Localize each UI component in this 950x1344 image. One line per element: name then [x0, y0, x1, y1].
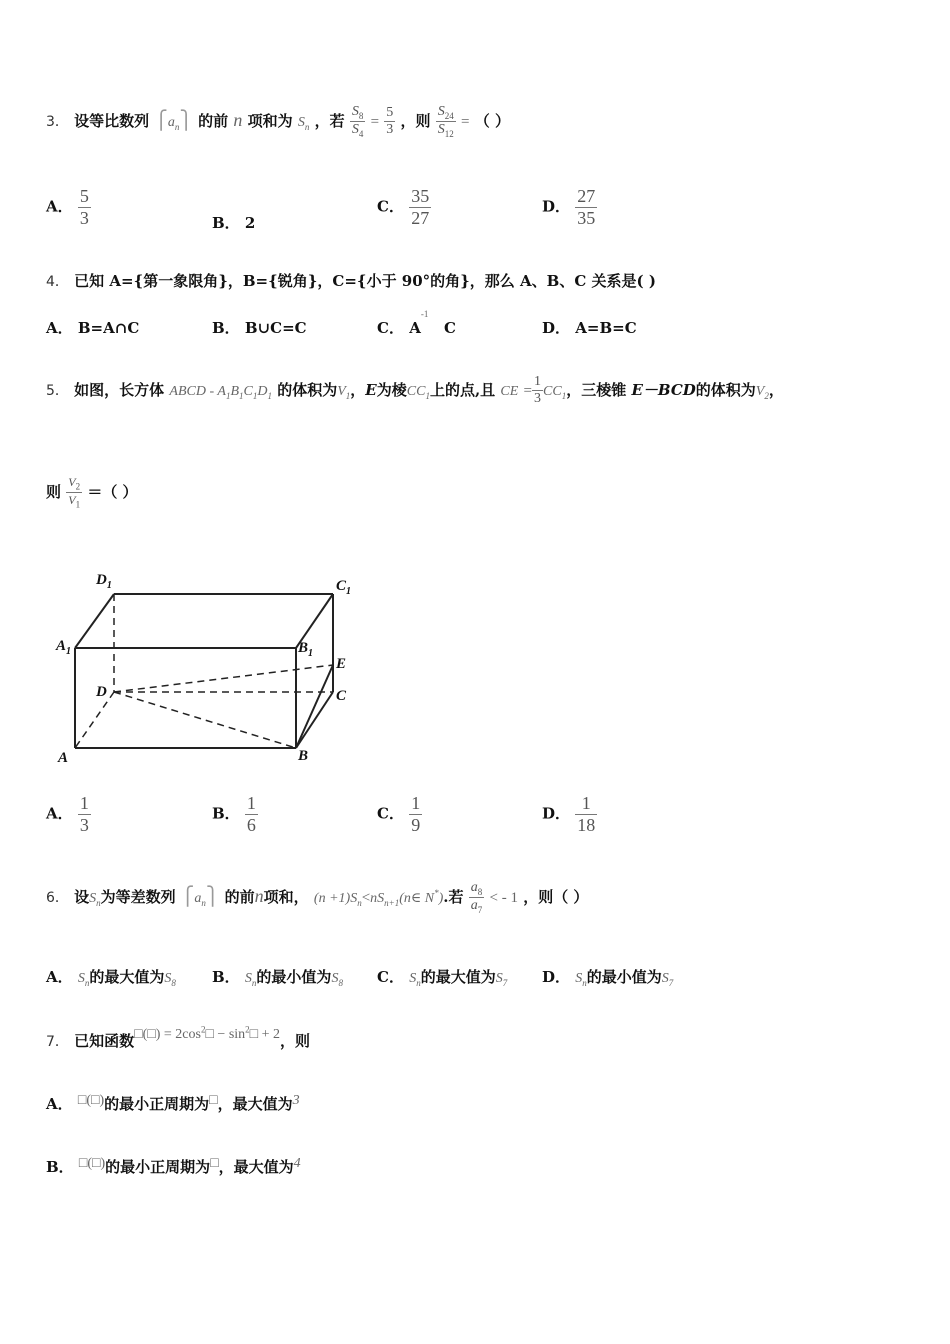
hidden-edge-ad: [75, 692, 114, 748]
edge-a1d1: [75, 594, 114, 648]
q5-option-b[interactable]: B． $\frac{1}{6}$: [212, 793, 256, 835]
edge-bc: [296, 692, 333, 748]
ratio-s24-s12: $\frac{S_{24}}{S_{12}}$: [437, 104, 454, 139]
question-7-stem: 7． 已知函数□(□) = $2\cos^2□$ − $\sin^2□ + 2$，则: [46, 1024, 311, 1050]
q3-option-c[interactable]: C． $\frac{35}{27}$: [377, 186, 430, 228]
q3-option-b[interactable]: B． 2: [212, 214, 256, 232]
hidden-edge-db: [114, 692, 296, 748]
q6-option-a[interactable]: A． $S_n$的最大值为$S_8$: [46, 968, 176, 988]
q6-option-d[interactable]: D． $S_n$的最小值为$S_7$: [542, 968, 674, 988]
q5-option-d[interactable]: D． $\frac{1}{18}$: [542, 793, 596, 835]
q6-option-b[interactable]: B． $S_n$的最小值为$S_8$: [212, 968, 343, 988]
question-3-stem: 3． 设等比数列 $⎧a_n⎫$ 的前 n 项和为 $S_n$ ，若 $\frac{S_8}{S_4}$ = $\frac{5}{3}$ ，则 $\frac{S_{24}}{S_{12}}$ = （ ）: [46, 104, 510, 139]
label-d: D: [96, 684, 107, 700]
q4-option-c[interactable]: C． $A^{-1}$ C: [377, 309, 456, 337]
label-b: B: [298, 748, 309, 764]
q4-option-d[interactable]: D． A=B=C: [542, 319, 637, 337]
label-c: C: [336, 688, 347, 704]
question-number: 3．: [46, 113, 69, 130]
cuboid-figure: [50, 568, 360, 773]
label-a: A: [58, 750, 69, 766]
fraction-5-3: $\frac{5}{3}$: [386, 104, 394, 138]
label-e: E: [336, 656, 347, 672]
q7-option-b[interactable]: B． □(□)的最小正周期为□，最大值为4: [46, 1156, 301, 1176]
q6-option-c[interactable]: C． $S_n$的最大值为$S_7$: [377, 968, 508, 988]
hidden-edge-de: [114, 665, 333, 692]
label-b1: $B_1$: [298, 640, 314, 659]
q4-option-b[interactable]: B． B∪C=C: [212, 319, 307, 337]
q3-option-d[interactable]: D． $\frac{27}{35}$: [542, 186, 596, 228]
question-4-stem: 4． 已知 A={第一象限角}，B={锐角}，C={小于 90°的角}，那么 A、B、C 关系是( ): [46, 272, 656, 290]
q5-option-c[interactable]: C． $\frac{1}{9}$: [377, 793, 421, 835]
q4-option-a[interactable]: A． B=A∩C: [46, 319, 140, 337]
function-formula: □(□) = $2\cos^2□$ − $\sin^2□ + 2$: [134, 1024, 281, 1042]
q3-option-a[interactable]: A． $\frac{5}{3}$: [46, 186, 89, 228]
label-c1: $C_1$: [336, 578, 352, 597]
question-6-stem: 6． 设$S_n$为等差数列 $⎧a_n⎫$ 的前n项和， $(n +1)S_n<nS_{n+1}(n\in$ N*).若 $\frac{a_8}{a_7}$ < - 1 ，则（ ）: [46, 880, 589, 915]
label-d1: $D_1$: [96, 572, 112, 591]
ratio-s8-s4: $\frac{S_8}{S_4}$: [351, 104, 364, 139]
question-5-stem: 5． 如图，长方体 ABCD - $A_1B_1C_1D_1$ 的体积为$V_1$，E为棱$CC_1$上的点,且 CE = $\frac{1}{3}$ $CC_1$，三棱锥 E－BCD的体积为$V_2$，: [46, 374, 784, 407]
q5-option-a[interactable]: A． $\frac{1}{3}$: [46, 793, 89, 835]
q7-option-a[interactable]: A． □(□)的最小正周期为□，最大值为3: [46, 1093, 300, 1113]
question-5-ask: 则 $\frac{V_2}{V_1}$ ＝（ ）: [46, 475, 138, 510]
edge-be: [296, 665, 333, 748]
label-a1: $A_1$: [56, 638, 72, 657]
